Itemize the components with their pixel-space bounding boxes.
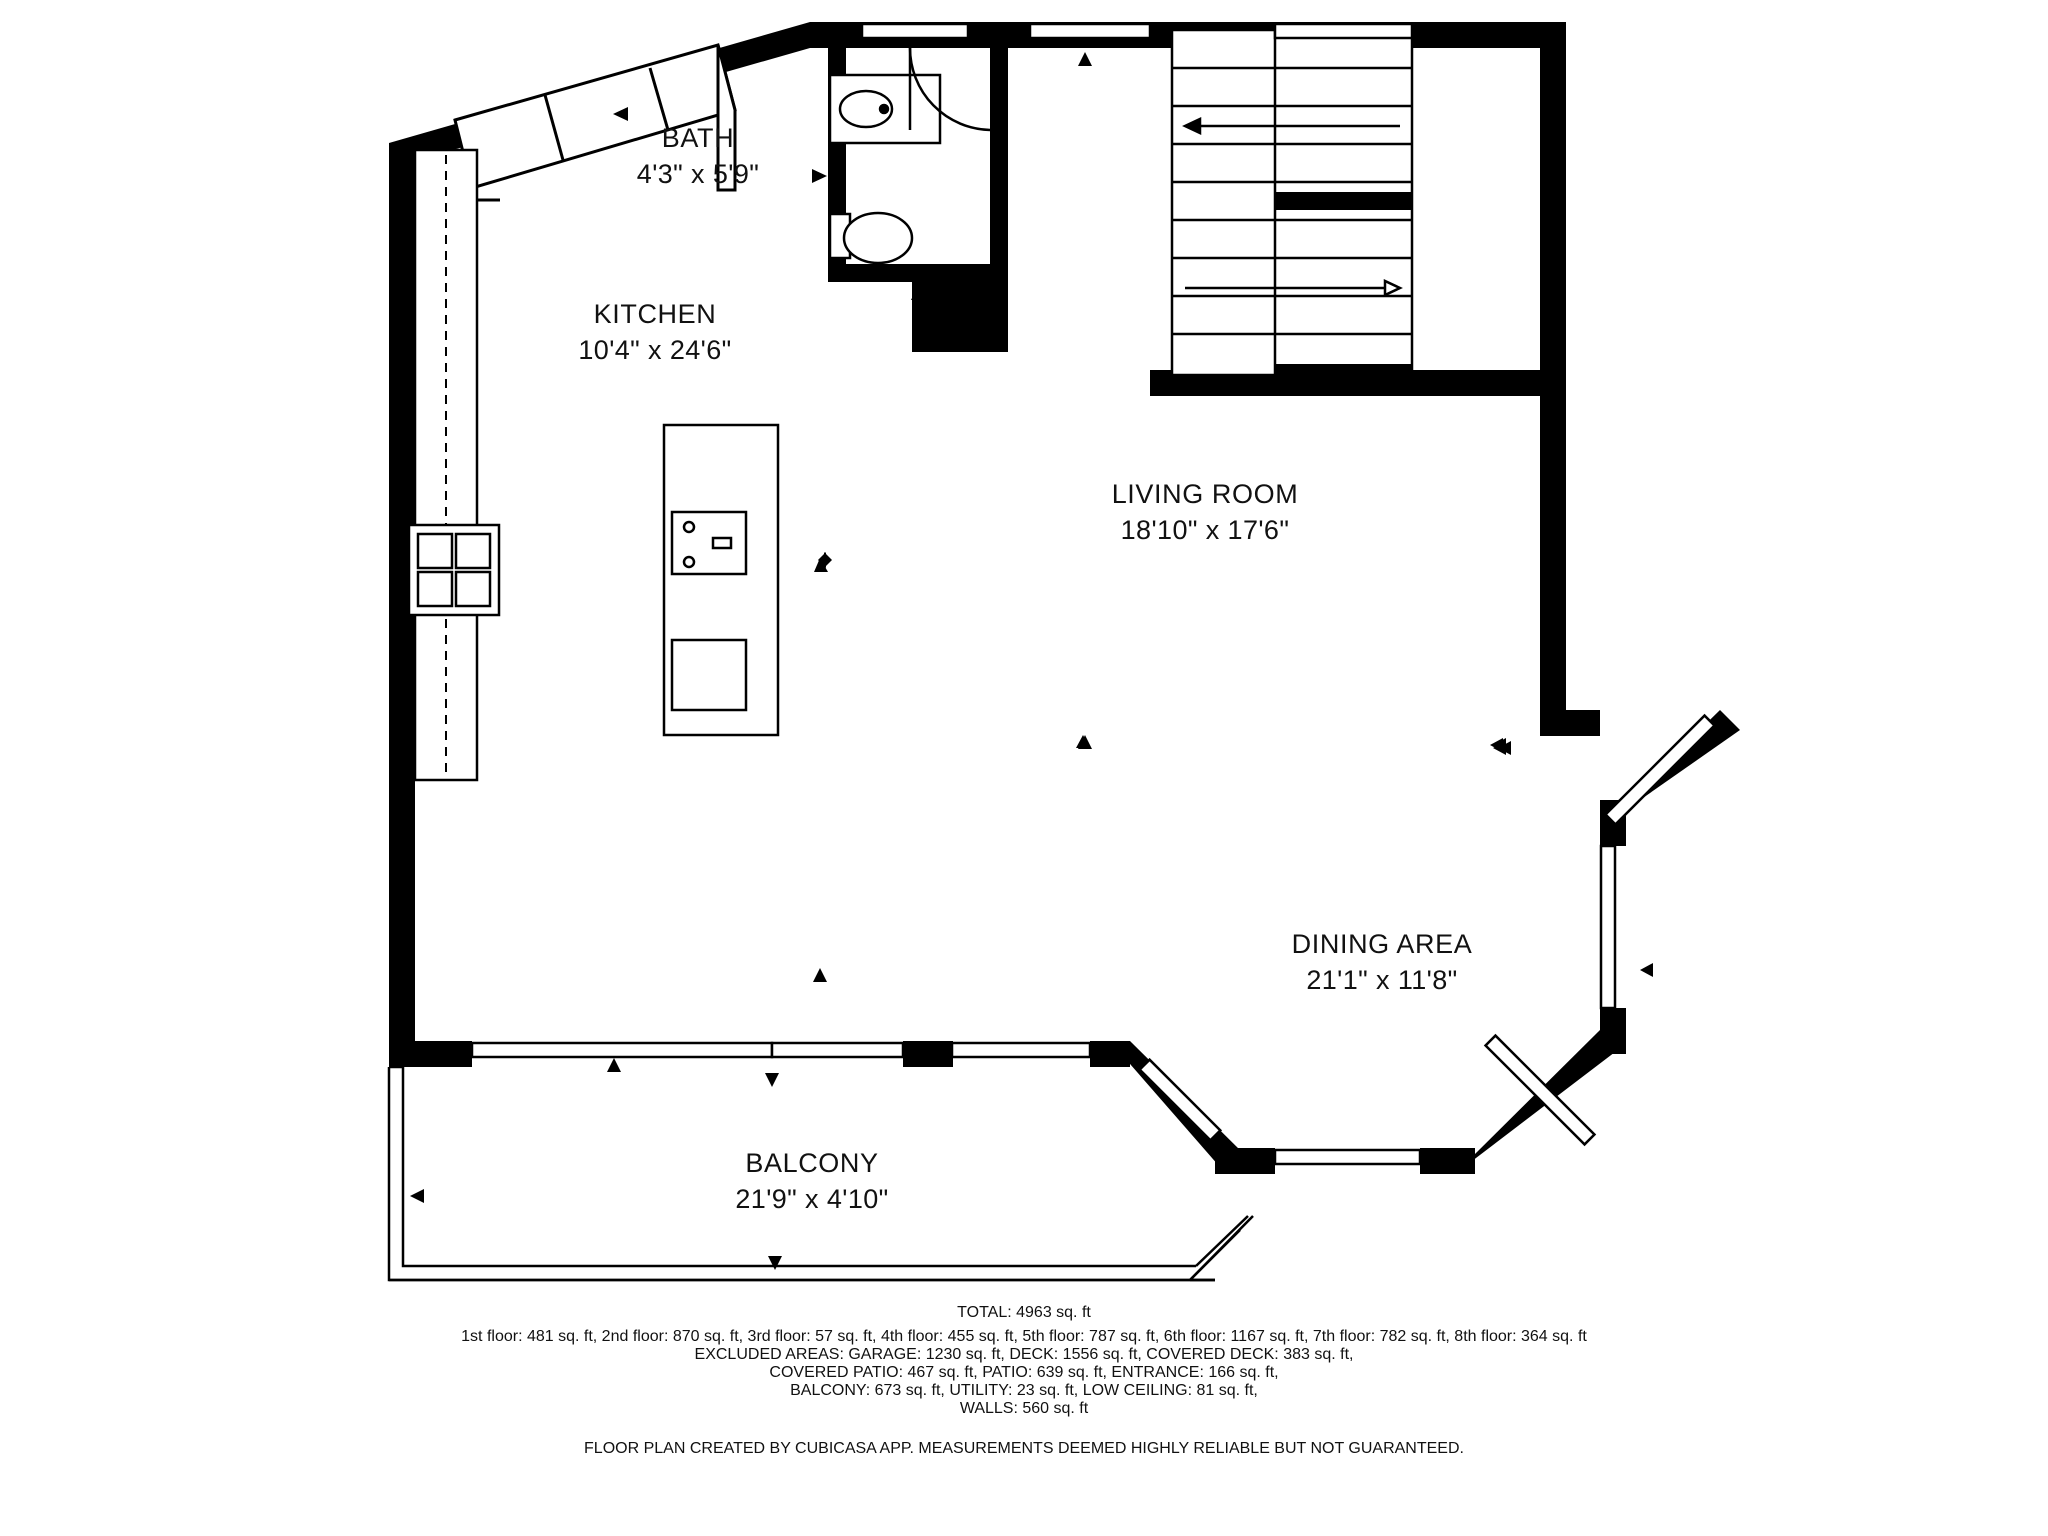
total-area: TOTAL: 4963 sq. ft [957,1304,1091,1321]
exterior-walls [389,22,1740,1174]
bath-fixtures [830,48,990,263]
direction-markers [410,52,1653,1270]
room-dims: 21'9" x 4'10" [735,1184,889,1215]
room-label-balcony [735,1145,888,1218]
bath-openings [862,24,968,38]
app-credit: FLOOR PLAN CREATED BY CUBICASA APP. MEASUREMENTS DEEMED HIGHLY RELIABLE BUT NOT GUARANTEED. [584,1440,1464,1457]
room-label-dining-area [1292,926,1473,999]
excluded-areas-line-1: EXCLUDED AREAS: GARAGE: 1230 sq. ft, DECK: 1556 sq. ft, COVERED DECK: 383 sq. ft, [694,1346,1354,1363]
room-name: DINING AREA [1291,929,1473,959]
room-name: BALCONY [745,1148,879,1178]
kitchen-island [664,425,778,735]
excluded-areas-line-2: COVERED PATIO: 467 sq. ft, PATIO: 639 sq. ft, ENTRANCE: 166 sq. ft, [769,1364,1279,1381]
stove-icon [409,525,499,615]
excluded-areas-line-4: WALLS: 560 sq. ft [959,1400,1089,1417]
room-label-bath [637,120,759,193]
floor-breakdown: 1st floor: 481 sq. ft, 2nd floor: 870 sq. ft, 3rd floor: 57 sq. ft, 4th floor: 455 sq. ft, 5th floor: 787 sq. ft, 6th floor: 1167 sq. ft, 7th floor: 782 sq. ft, 8th floor: 364 sq. ft [461,1328,1587,1345]
room-name: KITCHEN [593,299,717,329]
room-name: LIVING ROOM [1111,479,1299,509]
bath-walls [828,22,1008,352]
room-dims: 4'3" x 5'9" [636,159,760,190]
excluded-areas-line-3: BALCONY: 673 sq. ft, UTILITY: 23 sq. ft, LOW CEILING: 81 sq. ft, [790,1382,1258,1399]
room-dims: 10'4" x 24'6" [578,335,732,366]
room-dims: 18'10" x 17'6" [1120,515,1290,546]
room-dims: 21'1" x 11'8" [1306,965,1458,996]
windows [472,24,1714,1164]
room-label-living-room [1112,476,1299,549]
area-summary [0,1304,2048,1458]
room-label-kitchen [578,296,731,369]
room-name: BATH [661,123,735,153]
